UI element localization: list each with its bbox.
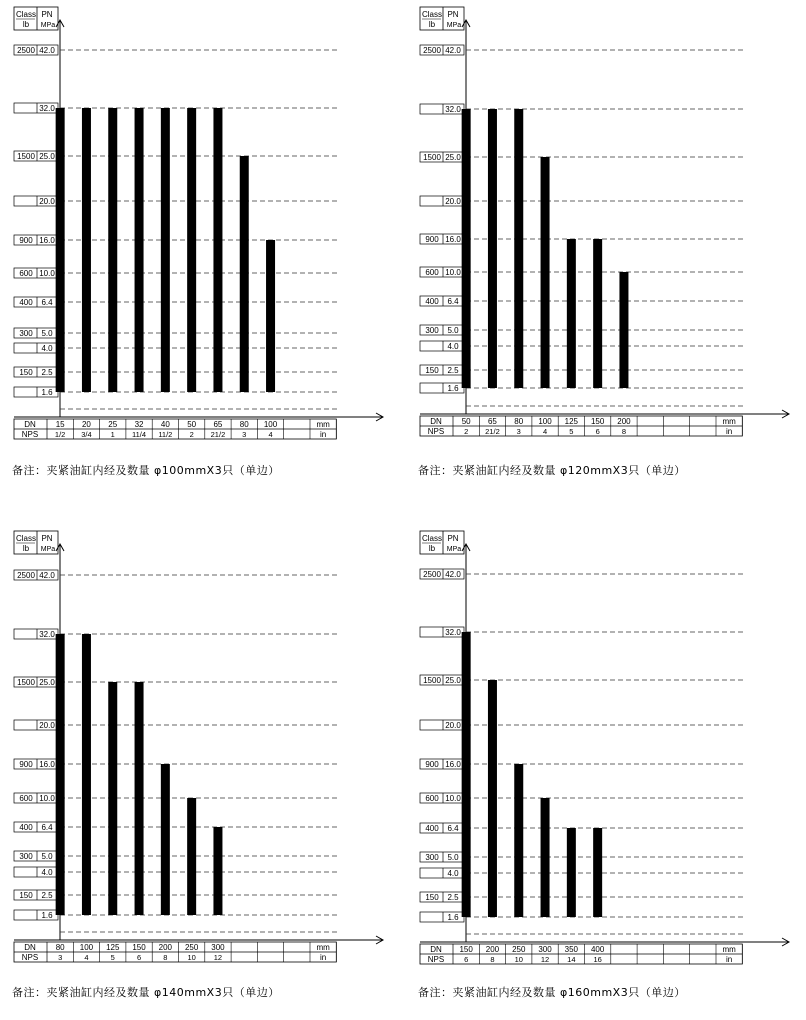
pn-label-6.4: 6.4 [41, 298, 53, 307]
class-label-400: 400 [425, 297, 439, 306]
class-label-2500: 2500 [423, 570, 441, 579]
bar-dn-80 [56, 634, 65, 915]
bar-dn-25 [108, 108, 117, 392]
bar-dn-125 [108, 682, 117, 915]
pn-label-2.5: 2.5 [41, 891, 53, 900]
pn-label-16.0: 16.0 [39, 236, 55, 245]
pn-label-4.0: 4.0 [447, 342, 459, 351]
class-label-600: 600 [425, 794, 439, 803]
dn-value-100: 100 [538, 417, 552, 426]
dn-value-80: 80 [514, 417, 524, 426]
nps-value-4: 4 [84, 953, 89, 962]
header-class: Class [15, 10, 37, 19]
pn-label-1.6: 1.6 [447, 384, 459, 393]
pn-label-2.5: 2.5 [41, 368, 53, 377]
pn-label-42.0: 42.0 [39, 46, 55, 55]
dn-row-label: DN [430, 417, 442, 426]
unit-in: in [726, 427, 733, 436]
header-pn: PN [447, 10, 459, 19]
chart-panel-1 [14, 7, 383, 439]
header-lb: lb [428, 544, 436, 553]
class-label-1500: 1500 [423, 153, 441, 162]
chart-panel-2 [420, 7, 789, 436]
pn-label-32.0: 32.0 [445, 105, 461, 114]
pn-label-20.0: 20.0 [39, 197, 55, 206]
bar-dn-65 [213, 108, 222, 392]
unit-mm: mm [722, 417, 736, 426]
class-label-150: 150 [19, 368, 33, 377]
dn-value-400: 400 [590, 945, 605, 954]
nps-value-1/2: 1/2 [54, 430, 66, 439]
pn-label-42.0: 42.0 [445, 570, 461, 579]
pn-label-25.0: 25.0 [39, 152, 55, 161]
pn-label-42.0: 42.0 [445, 46, 461, 55]
dn-value-25: 25 [108, 420, 118, 429]
pn-label-1.6: 1.6 [447, 913, 459, 922]
nps-value-10: 10 [187, 953, 196, 962]
pn-label-1.6: 1.6 [41, 911, 53, 920]
class-label-900: 900 [19, 236, 33, 245]
bar-dn-20 [82, 108, 91, 392]
dn-value-100: 100 [79, 943, 94, 952]
bar-dn-150 [135, 682, 144, 915]
bar-dn-250 [514, 764, 523, 917]
bar-dn-50 [462, 109, 471, 388]
pn-label-16.0: 16.0 [445, 235, 461, 244]
pn-label-32.0: 32.0 [445, 628, 461, 637]
class-label-2500: 2500 [17, 46, 35, 55]
pn-label-4.0: 4.0 [41, 868, 53, 877]
bar-dn-200 [488, 680, 497, 917]
pn-label-20.0: 20.0 [445, 721, 461, 730]
unit-mm: mm [722, 945, 736, 954]
dn-value-125: 125 [564, 417, 579, 426]
unit-mm: mm [316, 420, 330, 429]
dn-value-80: 80 [55, 943, 65, 952]
pn-label-32.0: 32.0 [39, 630, 55, 639]
dn-value-150: 150 [459, 945, 473, 954]
nps-value-14: 14 [567, 955, 576, 964]
class-label-600: 600 [19, 269, 33, 278]
dn-value-250: 250 [184, 943, 199, 952]
dn-value-125: 125 [106, 943, 120, 952]
header-class: Class [421, 10, 443, 19]
chart-note-4: 备注：夹紧油缸内经及数量 φ160mmX3只（单边） [418, 986, 686, 999]
dn-value-65: 65 [213, 420, 223, 429]
dn-value-200: 200 [485, 945, 500, 954]
nps-value-3: 3 [58, 953, 63, 962]
nps-row-label: NPS [21, 430, 39, 439]
header-pn: PN [41, 10, 53, 19]
bar-dn-250 [187, 798, 196, 915]
header-mpa: MPa [446, 546, 462, 553]
pn-label-5.0: 5.0 [41, 852, 53, 861]
dn-value-15: 15 [55, 420, 65, 429]
dn-value-100: 100 [263, 420, 278, 429]
dn-value-40: 40 [160, 420, 170, 429]
header-mpa: MPa [40, 546, 56, 553]
class-label-300: 300 [19, 852, 33, 861]
dn-row-label: DN [24, 420, 36, 429]
pn-label-16.0: 16.0 [39, 760, 55, 769]
class-label-600: 600 [425, 268, 439, 277]
class-label-400: 400 [19, 298, 33, 307]
chart-note-1: 备注：夹紧油缸内经及数量 φ100mmX3只（单边） [12, 464, 280, 477]
bar-dn-100 [266, 240, 275, 392]
pn-label-10.0: 10.0 [39, 269, 55, 278]
class-label-2500: 2500 [17, 571, 35, 580]
bar-dn-80 [514, 109, 523, 388]
unit-in: in [726, 955, 733, 964]
dn-value-65: 65 [487, 417, 497, 426]
bar-dn-40 [161, 108, 170, 392]
dn-value-150: 150 [590, 417, 605, 426]
chart-note-2: 备注：夹紧油缸内经及数量 φ120mmX3只（单边） [418, 464, 686, 477]
nps-value-1: 1 [110, 430, 115, 439]
chart-panel-4 [420, 531, 789, 964]
class-label-600: 600 [19, 794, 33, 803]
pn-label-10.0: 10.0 [445, 268, 461, 277]
nps-value-16: 16 [593, 955, 602, 964]
unit-in: in [320, 953, 327, 962]
bar-dn-350 [567, 828, 576, 917]
dn-value-350: 350 [564, 945, 579, 954]
chart-panel-3 [14, 531, 383, 962]
chart-note-3: 备注：夹紧油缸内经及数量 φ140mmX3只（单边） [12, 986, 280, 999]
nps-value-6: 6 [464, 955, 469, 964]
nps-value-12: 12 [213, 953, 223, 962]
class-label-150: 150 [425, 366, 439, 375]
nps-value-3: 3 [242, 430, 247, 439]
pn-label-6.4: 6.4 [447, 824, 459, 833]
bar-dn-400 [593, 828, 602, 917]
dn-value-300: 300 [538, 945, 552, 954]
bar-dn-100 [82, 634, 91, 915]
pn-label-42.0: 42.0 [39, 571, 55, 580]
nps-value-11/4: 11/4 [132, 430, 147, 439]
header-lb: lb [428, 20, 436, 29]
unit-mm: mm [316, 943, 330, 952]
class-label-150: 150 [19, 891, 33, 900]
nps-value-6: 6 [136, 953, 142, 962]
pn-label-2.5: 2.5 [447, 366, 459, 375]
dn-value-150: 150 [132, 943, 146, 952]
nps-value-21/2: 21/2 [485, 427, 500, 436]
dn-value-200: 200 [158, 943, 173, 952]
bar-dn-100 [541, 157, 550, 388]
bar-dn-32 [135, 108, 144, 392]
dn-value-50: 50 [461, 417, 471, 426]
dn-value-50: 50 [187, 420, 197, 429]
pn-label-4.0: 4.0 [41, 344, 53, 353]
bar-dn-300 [541, 798, 550, 917]
pn-label-2.5: 2.5 [447, 893, 459, 902]
bar-dn-80 [240, 156, 249, 392]
nps-value-2: 2 [464, 427, 469, 436]
class-label-1500: 1500 [17, 152, 35, 161]
header-pn: PN [41, 534, 53, 543]
nps-value-8: 8 [490, 955, 495, 964]
nps-value-21/2: 21/2 [210, 430, 226, 439]
pn-label-1.6: 1.6 [41, 388, 53, 397]
dn-value-200: 200 [617, 417, 631, 426]
class-label-900: 900 [425, 760, 439, 769]
dn-value-80: 80 [239, 420, 249, 429]
class-label-400: 400 [425, 824, 439, 833]
header-class: Class [15, 534, 37, 543]
pn-label-10.0: 10.0 [445, 794, 461, 803]
pn-label-5.0: 5.0 [447, 853, 459, 862]
class-label-400: 400 [19, 823, 33, 832]
nps-value-5: 5 [569, 427, 574, 436]
dn-row-label: DN [24, 943, 36, 952]
nps-value-5: 5 [110, 953, 115, 962]
class-label-900: 900 [19, 760, 33, 769]
dn-value-250: 250 [512, 945, 526, 954]
pn-label-6.4: 6.4 [447, 297, 459, 306]
dn-value-32: 32 [134, 420, 144, 429]
pn-label-16.0: 16.0 [445, 760, 461, 769]
nps-value-6: 6 [595, 427, 600, 436]
nps-value-11/2: 11/2 [158, 430, 173, 439]
bar-dn-50 [187, 108, 196, 392]
pn-label-6.4: 6.4 [41, 823, 53, 832]
pn-label-20.0: 20.0 [445, 197, 461, 206]
class-label-150: 150 [425, 893, 439, 902]
bar-dn-65 [488, 109, 497, 388]
dn-value-20: 20 [81, 420, 91, 429]
header-mpa: MPa [446, 22, 462, 29]
header-lb: lb [22, 20, 30, 29]
nps-value-2: 2 [189, 430, 194, 439]
nps-value-4: 4 [542, 427, 548, 436]
pn-label-25.0: 25.0 [445, 153, 461, 162]
header-pn: PN [447, 534, 459, 543]
pn-label-20.0: 20.0 [39, 721, 55, 730]
nps-row-label: NPS [427, 427, 445, 436]
pn-label-32.0: 32.0 [39, 104, 55, 113]
unit-in: in [320, 430, 327, 439]
bar-dn-150 [462, 632, 471, 917]
pn-label-4.0: 4.0 [447, 869, 459, 878]
pn-label-25.0: 25.0 [445, 676, 461, 685]
bar-dn-300 [213, 827, 222, 915]
class-label-300: 300 [19, 329, 33, 338]
nps-value-10: 10 [514, 955, 523, 964]
bar-dn-200 [161, 764, 170, 915]
class-label-2500: 2500 [423, 46, 441, 55]
dn-value-300: 300 [211, 943, 225, 952]
bar-dn-125 [567, 239, 576, 388]
nps-value-8: 8 [621, 427, 627, 436]
nps-value-3: 3 [516, 427, 521, 436]
header-mpa: MPa [40, 22, 56, 29]
bar-dn-15 [56, 108, 65, 392]
class-label-1500: 1500 [17, 678, 35, 687]
pn-label-10.0: 10.0 [39, 794, 55, 803]
nps-row-label: NPS [21, 953, 39, 962]
header-lb: lb [22, 544, 30, 553]
bar-dn-200 [619, 272, 628, 388]
bar-dn-150 [593, 239, 602, 388]
class-label-300: 300 [425, 326, 439, 335]
nps-value-4: 4 [268, 430, 273, 439]
dn-row-label: DN [430, 945, 442, 954]
nps-row-label: NPS [427, 955, 445, 964]
pn-label-25.0: 25.0 [39, 678, 55, 687]
nps-value-3/4: 3/4 [81, 430, 92, 439]
nps-value-12: 12 [540, 955, 550, 964]
class-label-300: 300 [425, 853, 439, 862]
pn-label-5.0: 5.0 [447, 326, 459, 335]
class-label-1500: 1500 [423, 676, 441, 685]
pn-label-5.0: 5.0 [41, 329, 53, 338]
class-label-900: 900 [425, 235, 439, 244]
nps-value-8: 8 [163, 953, 168, 962]
header-class: Class [421, 534, 443, 543]
